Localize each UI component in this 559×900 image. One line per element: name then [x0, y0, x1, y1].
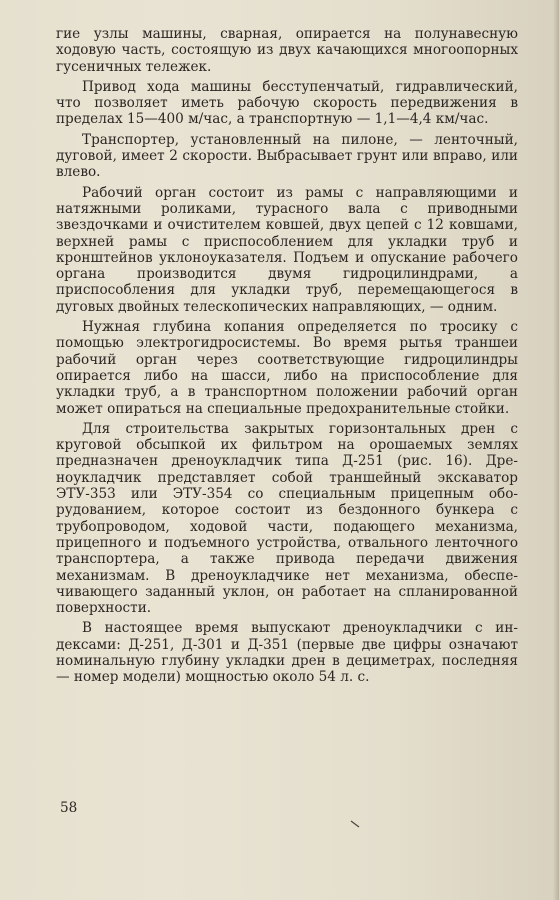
page-number: 58 — [60, 800, 78, 816]
page-edge-shadow — [553, 0, 559, 900]
paragraph-5: Нужная глубина копания определяется по тросику с помощью электрогидросистемы. Во время рытья траншеи рабочий орган через соответствующие гидроцилиндры опирается либо на шасси, либо на приспособление для укладки труб, а в транспортном положении рабочий орган может опираться на специальные предохранительные стойки. — [56, 319, 518, 417]
pen-mark-icon — [350, 820, 360, 828]
paragraph-3: Транспортер, установленный на пилоне, — ленточный, дуговой, имеет 2 скорости. Выбрасывает грунт или вправо, или влево. — [56, 131, 518, 181]
paragraph-1: гие узлы машины, сварная, опирается на полунавесную ходовую часть, состоящую из двух качающихся многоопорных гусеничных тележек. — [56, 26, 518, 75]
paragraph-2: Привод хода машины бесступенчатый, гидравлический, что позволяет иметь рабочую скорость передвижения в пределах 15—400 м/час, а транспортную — 1,1—4,4 км/час. — [56, 78, 518, 128]
paragraph-7: В настоящее время выпускают дреноукладчики с индексами: Д-251, Д-301 и Д-351 (первые две цифры означают номинальную глубину укладки дрен в дециметрах, последняя — номер модели) мощностью около 54 л. с. — [56, 620, 518, 686]
paragraph-4: Рабочий орган состоит из рамы с направляющими и натяжными роликами, турасного вала с приводными звездочками и очистителем ковшей, двух цепей с 12 ковшами, верхней рамы с приспособлением для укладки труб и кронштейнов уклоноуказателя. Подъем и опускание рабочего органа производится двумя гидроцилиндрами, а приспособления для укладки труб, перемещающегося в дуговых двойных телескопических направляющих, — одним. — [56, 184, 518, 315]
body-text — [56, 26, 518, 690]
paragraph-6: Для строительства закрытых горизонтальных дрен с круговой обсыпкой их фильтром на орошаемых землях предназначен дреноукладчик типа Д-251 (рис. 16). Дреноукладчик представляет собой траншейный экскаватор ЭТУ-353 или ЭТУ-354 со специальным прицепным оборудованием, которое состоит из бездонного бункера с трубопроводом, ходовой части, подающего механизма, прицепного и подъемного устройства, отвального ленточного транспортера, а также привода передачи движения механизмам. В дреноукладчике нет механизма, обеспечивающего заданный уклон, он работает на спланированной поверхности. — [56, 420, 518, 617]
